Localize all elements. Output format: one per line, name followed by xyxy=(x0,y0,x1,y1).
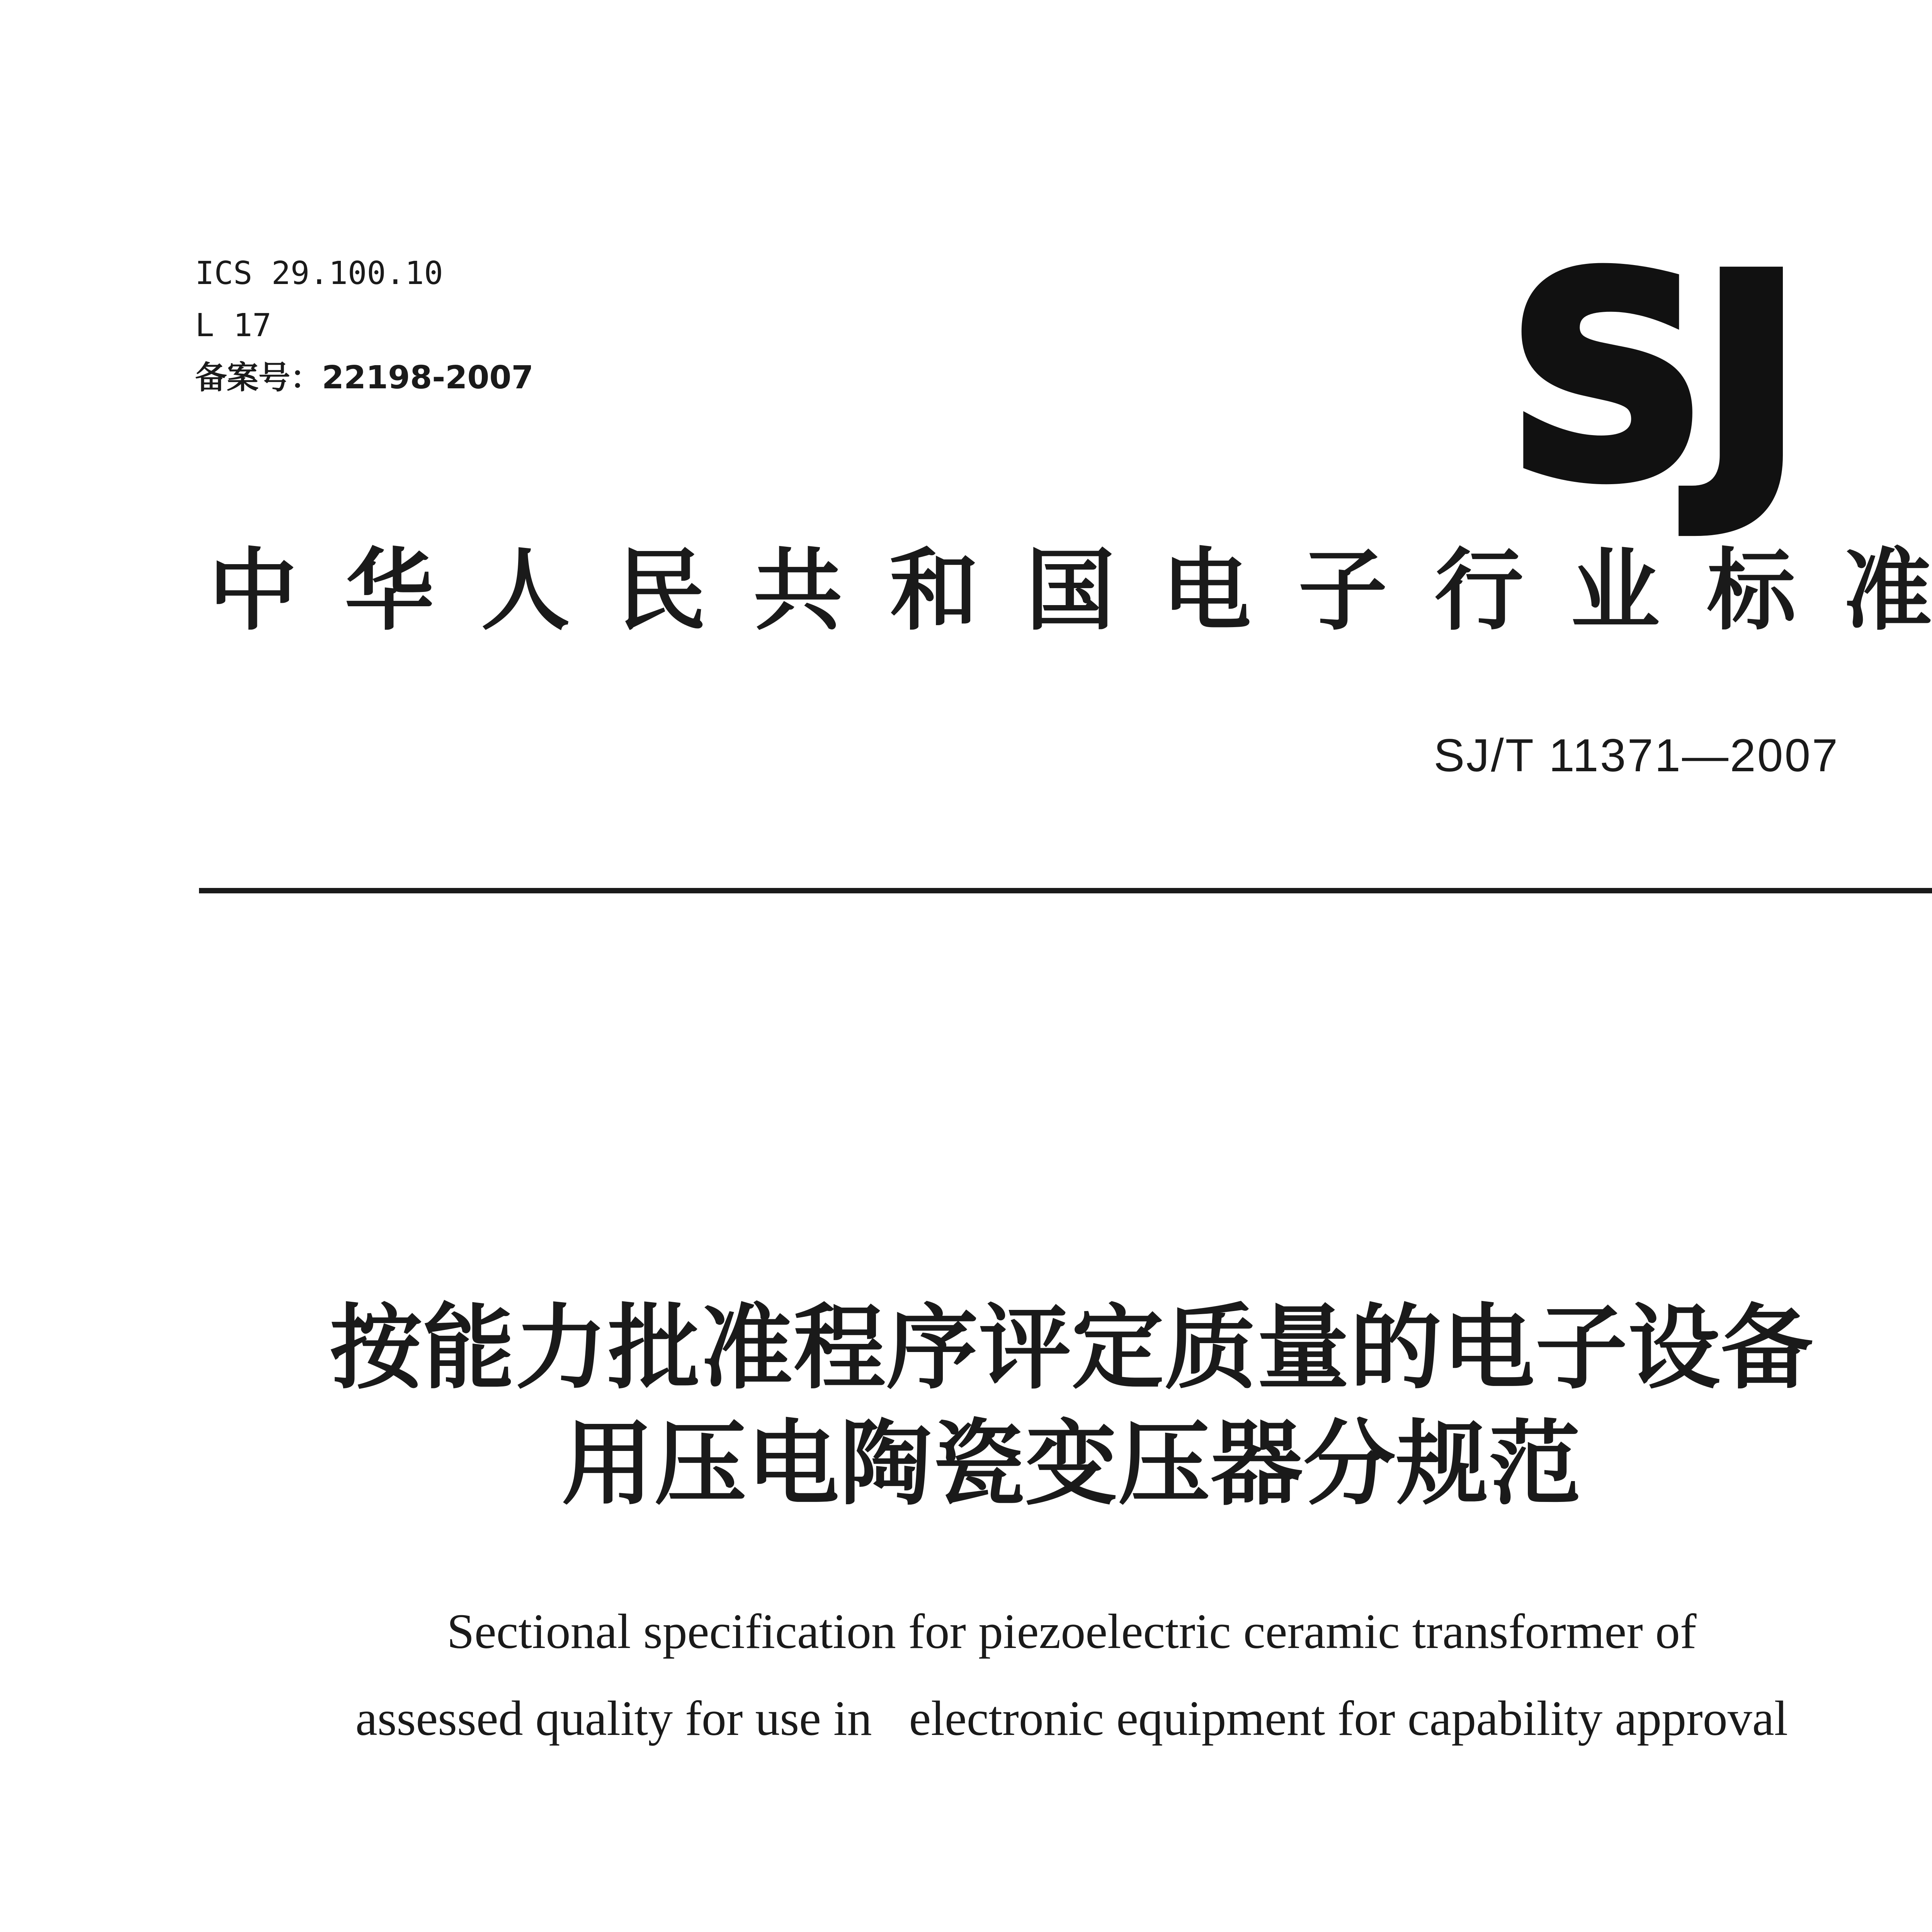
category-char: 准 xyxy=(1843,539,1932,643)
standard-category xyxy=(201,533,1932,649)
title-chinese-line-1: 按能力批准程序评定质量的电子设备 xyxy=(330,1295,1814,1402)
title-chinese-line-2: 用压电陶瓷变压器分规范 xyxy=(561,1411,1582,1518)
ics-code: ICS 29.100.10 xyxy=(195,255,443,292)
ccs-code: L 17 xyxy=(195,307,272,344)
category-char: 和 xyxy=(889,539,979,643)
filing-number: 备案号：22198-2007 xyxy=(195,359,534,396)
top-divider xyxy=(199,888,1932,893)
category-char: 华 xyxy=(345,539,434,643)
category-char: 人 xyxy=(481,539,570,643)
category-char: 民 xyxy=(617,539,706,643)
standard-number: SJ/T 11371—2007 xyxy=(1434,730,1839,781)
title-english xyxy=(116,1588,1932,1762)
category-char: 电 xyxy=(1162,539,1251,643)
category-char: 子 xyxy=(1298,539,1387,643)
category-char: 业 xyxy=(1570,539,1660,643)
title-english-line-2: assessed quality for use in electronic equipment for capability approval xyxy=(355,1691,1788,1746)
category-char: 行 xyxy=(1434,539,1524,643)
category-char: 国 xyxy=(1026,539,1115,643)
title-english-line-1: Sectional specification for piezoelectric ceramic transformer of xyxy=(447,1604,1697,1659)
sj-logo: SJ xyxy=(1507,217,1796,541)
category-char: 中 xyxy=(208,539,298,643)
category-char: 标 xyxy=(1707,539,1796,643)
classification-block xyxy=(195,247,775,404)
title-chinese xyxy=(116,1291,1932,1522)
category-char: 共 xyxy=(753,539,842,643)
